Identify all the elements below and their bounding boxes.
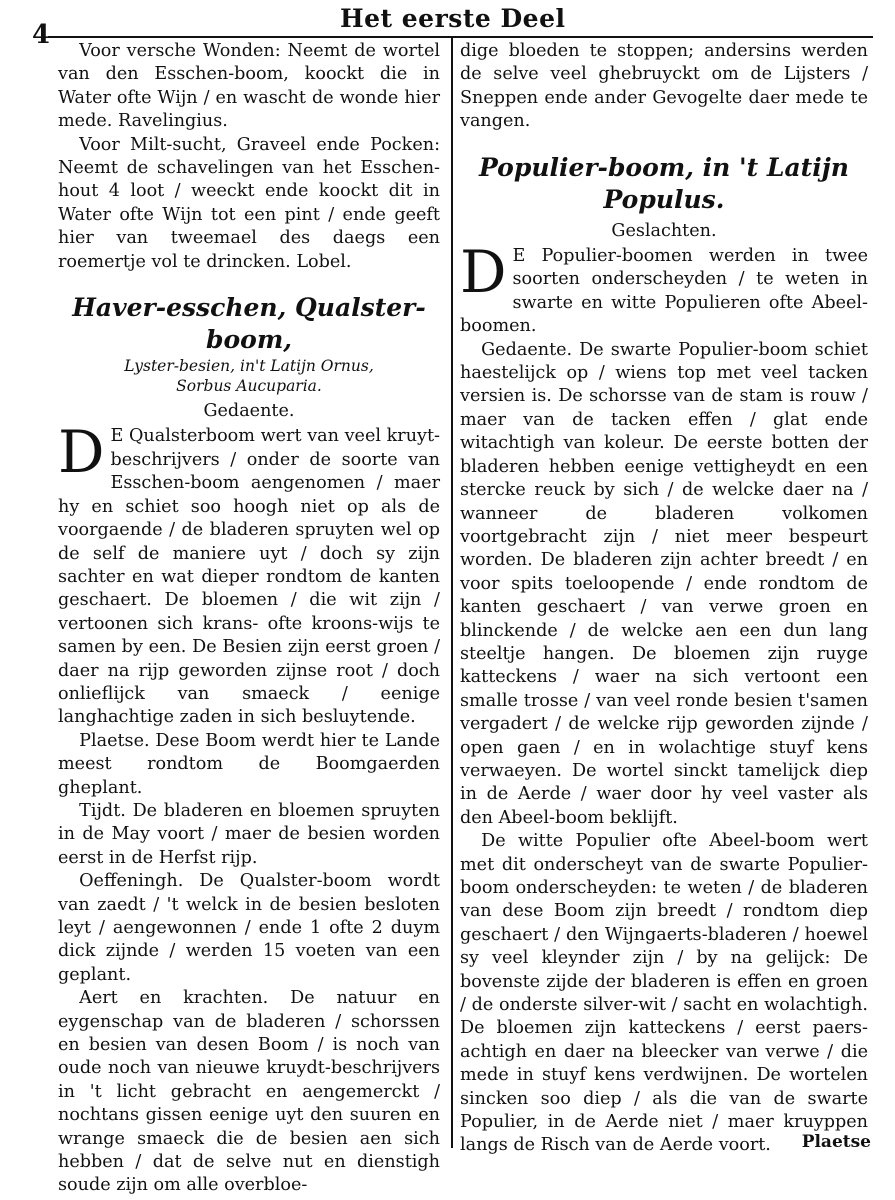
section-heading-qualster: Haver-esschen, Qualster-boom,	[72, 293, 426, 355]
spacer	[460, 134, 868, 152]
page-number: 4	[32, 20, 51, 50]
drop-cap: D	[58, 418, 105, 487]
paragraph-continued: dige bloeden te stoppen; andersins werden de selve veel ghebruyckt om de Lijsters / Sneppen ende ander Gevogelte daer mede te vangen.	[460, 41, 868, 132]
left-column	[58, 40, 440, 1198]
paragraph-populier-kinds	[460, 238, 868, 339]
header-rule	[48, 36, 873, 38]
paragraph-aert-krachten: Aert en krachten. De natuur en eygenschap van de bladeren / schorssen en besien van desen Boom / is noch van oude noch van nieuwe kruydt-beschrijvers in 't licht gebracht en aengemerckt / nochtans gissen eenige uyt den suuren en wrange smaeck die de besien aen sich hebben / dat de selve nut en dienstigh soude zijn om alle overbloe-	[58, 988, 440, 1196]
paragraph-gedaente-populier: Gedaente. De swarte Populier-boom schiet haestelijck op / wiens top met veel tacken versien is. De schorsse van de stam is rouw / maer van de tacken effen / glat ende witachtigh van koleur. De eerste botten der bladeren hebben eenige vettigheydt en een stercke reuck by sich / de welcke daer na / wanneer de bladeren volkomen voortgebracht zijn / niet meer bespeurt worden. De bladeren zijn achter breedt / en voor spits toeloopende / ende rondtom de kanten geschaert / van verwe groen en blinckende / de welcke aen een dun lang steeltje hangen. De bloemen zijn ruyge katteckens / waer na sich vertoont een smalle trosse / van veel ronde besien t'samen vergadert / de welcke rijp geworden zijnde / open gaen / en in wolachtige stuyf kens verwaeyen. De wortel sinckt tamelijck diep in de Aerde / waer door hy veel vaster als den Abeel-boom beklijft.	[460, 339, 868, 828]
paragraph-fresh-wounds: Voor versche Wonden: Neemt de wortel van den Esschen-boom, koockt die in Water ofte Wijn / en wascht de wonde hier mede. Ravelingius.	[58, 41, 440, 132]
right-column	[460, 40, 868, 1158]
paragraph-body: E Populier-boomen werden in twee soorten onderscheyden / te weten in swarte en witte Populieren ofte Abeel-boomen.	[460, 246, 868, 337]
paragraph-body: E Qualsterboom wert van veel kruyt-beschrijvers / onder de soorte van Esschen-boom aengenomen / maer hy en schiet soo hoogh niet op als de voorgaende / de bladeren spruyten wel op de self de maniere uyt / doch sy zijn sachter en wat dieper rondtom de kanten geschaert. De bloemen / die wit zijn / vertoonen sich krans- ofte kroons-wijs te samen by een. De Besien zijn eerst groen / daer na rijp geworden zijnse root / doch onlieflijck van smaeck / eenige langhachtige zaden in sich besluytende.	[58, 426, 440, 728]
paragraph-qualster-description	[58, 418, 440, 729]
catchword: Plaetse	[801, 1132, 871, 1152]
column-divider	[451, 36, 453, 1148]
spacer	[58, 274, 440, 292]
paragraph-abeel-boom: De witte Populier ofte Abeel-boom wert met dit onderscheyt van de swarte Populier-boom onderscheyden: te weten / de bladeren van dese Boom zijn breedt / rondtom diep geschaert / den Wijngaerts-bladeren / hoewel sy veel kleynder zijn / by na gelijck: De bovenste zijde der bladeren is effen en groen / de onderste silver-wit / sacht en wolachtigh. De bloemen zijn katteckens / eerst paers-achtigh en daer na bleecker van verwe / die mede in stuyf kens verdwijnen. De wortelen sincken soo diep / als die van de swarte Populier, in de Aerde niet / maer kruyppen langs de Risch van de Aerde voort.	[460, 831, 868, 1156]
paragraph-plaetse: Plaetse. Dese Boom werdt hier te Lande meest rondtom de Boomgaerden gheplant.	[58, 730, 440, 798]
subheading-geslachten: Geslachten.	[611, 220, 717, 241]
running-head: Het eerste Deel	[340, 4, 566, 33]
drop-cap: D	[460, 238, 507, 307]
section-subtitle-sorbus: Sorbus Aucuparia.	[176, 377, 322, 396]
section-heading-populier: Populier-boom, in 't Latijn Populus.	[479, 152, 849, 214]
paragraph-oeffeningh: Oeffeningh. De Qualster-boom wordt van zaedt / 't welck in de besien besloten leyt / aengewonnen / ende 1 ofte 2 duym dick zijnde / werden 15 voeten van een geplant.	[58, 871, 440, 985]
section-subtitle-latin: Lyster-besien, in't Latijn Ornus,	[124, 357, 374, 376]
subheading-gedaente: Gedaente.	[203, 401, 295, 422]
paragraph-tijdt: Tijdt. De bladeren en bloemen spruyten in de May voort / maer de besien worden eerst in de Herfst rijp.	[58, 800, 440, 868]
paragraph-spleen-remedy: Voor Milt-sucht, Graveel ende Pocken: Neemt de schavelingen van het Esschen-hout 4 loot / weeckt ende koockt dit in Water ofte Wijn tot een pint / ende geeft hier van tweemael des daegs een roemertje vol te drincken. Lobel.	[58, 134, 440, 272]
